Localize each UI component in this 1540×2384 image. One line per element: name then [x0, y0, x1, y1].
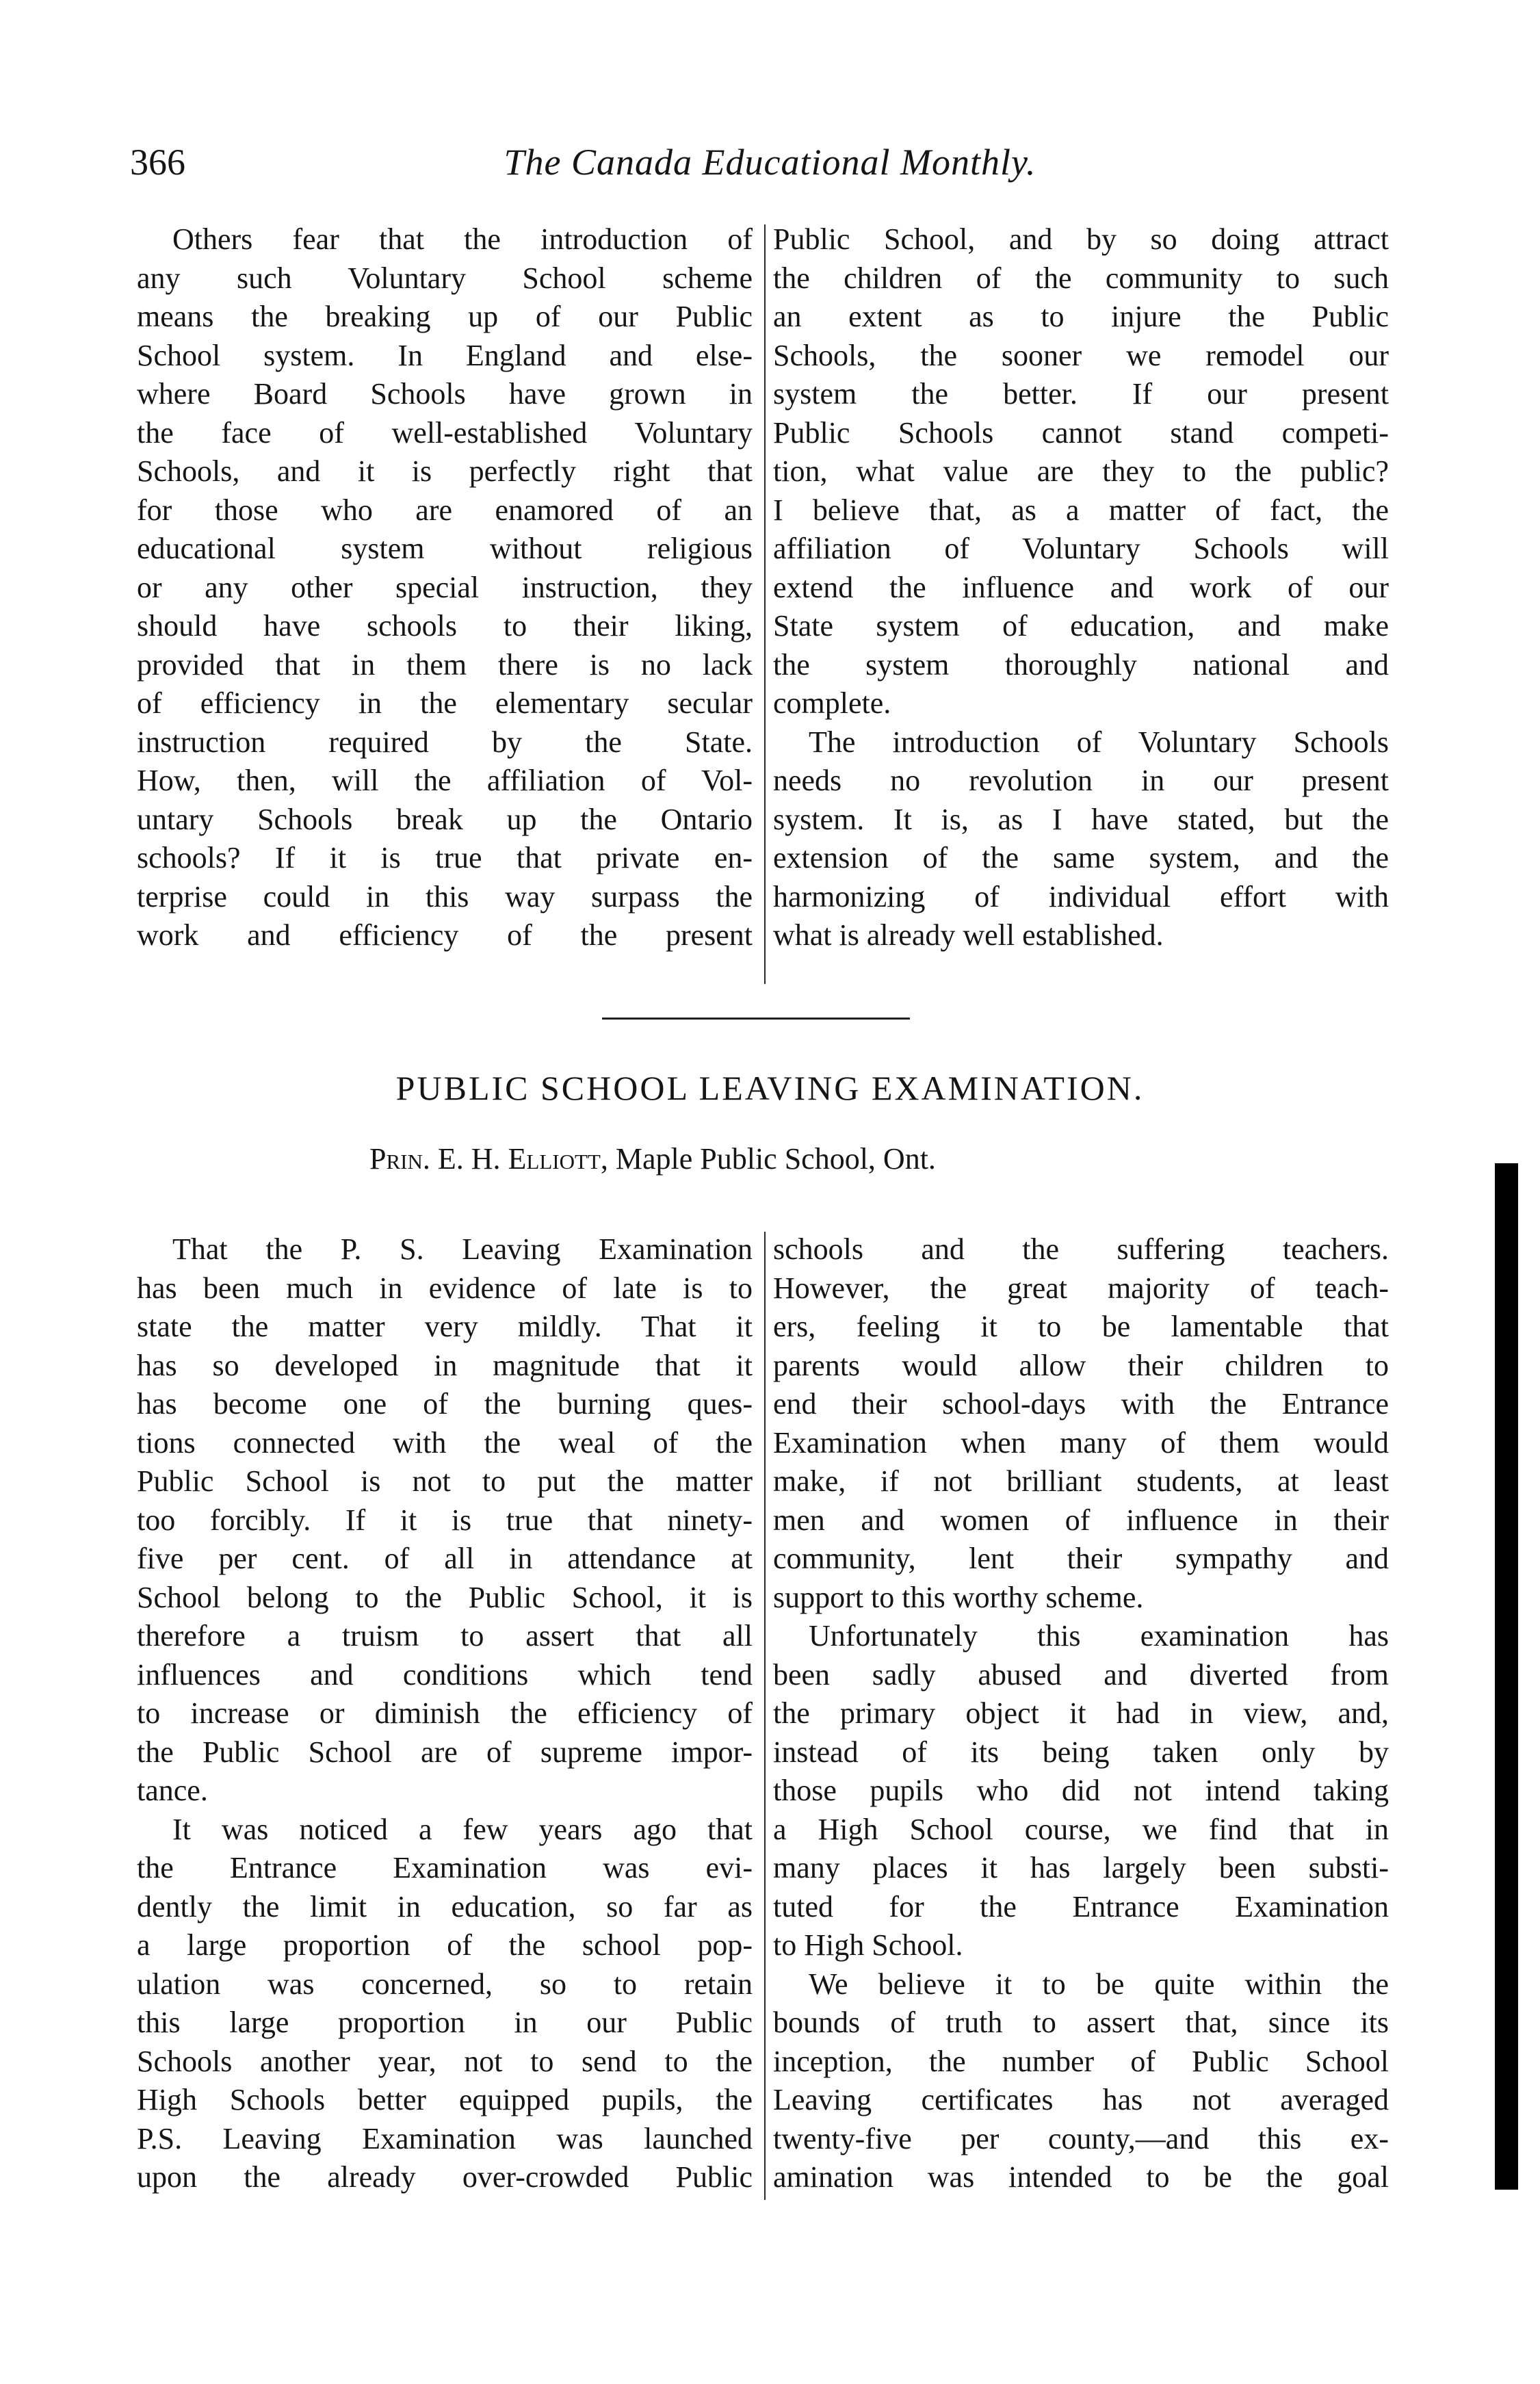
text-line: How, then, will the affiliation of Vol- [137, 764, 753, 797]
text-line: the system thoroughly national and [773, 647, 1389, 682]
text-line: this large proportion in our Public [137, 2006, 753, 2039]
text-line: tuted for the Entrance Examination [773, 1889, 1389, 1923]
text-line: untary Schools break up the Ontario [137, 802, 753, 836]
text-line: educational system without religious [137, 532, 753, 565]
text-line: needs no revolution in our present [773, 764, 1389, 797]
running-title: The Canada Educational Monthly. [504, 142, 1036, 183]
text-line: dently the limit in education, so far as [137, 1889, 753, 1923]
text-line: the primary object it had in view, and, [773, 1696, 1389, 1730]
text-line: men and women of influence in their [773, 1503, 1389, 1537]
text-line: too forcibly. If it is true that ninety- [137, 1503, 753, 1537]
text-line: bounds of truth to assert that, since its [773, 2006, 1389, 2039]
text-line: instead of its being taken only by [773, 1735, 1389, 1769]
section-rule [602, 1018, 910, 1020]
text-line: schools? If it is true that private en- [137, 841, 753, 874]
text-line: therefore a truism to assert that all [137, 1619, 753, 1653]
byline [369, 1144, 936, 1174]
text-line: Unfortunately this examination has [809, 1619, 1389, 1653]
text-line: the face of well-established Voluntary [137, 415, 753, 450]
text-line: the Public School are of supreme impor- [137, 1735, 753, 1769]
text-line: Public School, and by so doing attract [773, 222, 1389, 256]
text-line: We believe it to be quite within the [809, 1967, 1389, 2001]
text-line: harmonizing of individual effort with [773, 879, 1389, 914]
text-line: influences and conditions which tend [137, 1657, 753, 1692]
text-line: Public Schools cannot stand competi- [773, 415, 1389, 450]
text-line: upon the already over-crowded Public [137, 2160, 753, 2194]
text-line: extend the influence and work of our [773, 570, 1389, 604]
text-line: State system of education, and make [773, 609, 1389, 643]
text-line: However, the great majority of teach- [773, 1271, 1389, 1305]
continued-article-left-column [137, 220, 753, 955]
article-title: PUBLIC SCHOOL LEAVING EXAMINATION. [395, 1069, 1145, 1107]
article-right-column [773, 1230, 1389, 2197]
text-line: I believe that, as a matter of fact, the [773, 493, 1389, 527]
text-line: Public School is not to put the matter [137, 1464, 753, 1498]
scan-edge-shadow [1495, 1163, 1518, 2190]
text-line: Schools, and it is perfectly right that [137, 454, 753, 488]
text-line: any such Voluntary School scheme [137, 261, 753, 295]
text-line: a large proportion of the school pop- [137, 1928, 753, 1962]
article-left-column [137, 1230, 753, 2197]
text-line: terprise could in this way surpass the [137, 879, 753, 914]
text-line: make, if not brilliant students, at least [773, 1464, 1389, 1498]
text-line: five per cent. of all in attendance at [137, 1542, 753, 1575]
text-line: work and efficiency of the present [137, 918, 753, 952]
text-line: ers, feeling it to be lamentable that [773, 1310, 1389, 1343]
text-line: or any other special instruction, they [137, 570, 753, 604]
text-line: what is already well established. [773, 918, 1164, 952]
author-affiliation: Maple Public School, Ont. [615, 1142, 936, 1176]
text-line: amination was intended to be the goal [773, 2160, 1389, 2194]
text-line: been sadly abused and diverted from [773, 1657, 1389, 1692]
continued-article-right-column [773, 220, 1389, 955]
text-line: system. It is, as I have stated, but the [773, 802, 1389, 836]
text-line: system the better. If our present [773, 377, 1389, 411]
text-line: to increase or diminish the efficiency of [137, 1696, 753, 1730]
text-line: the children of the community to such [773, 261, 1389, 295]
text-line: state the matter very mildly. That it [137, 1310, 753, 1343]
text-line: twenty-five per county,—and this ex- [773, 2121, 1389, 2155]
text-line: affiliation of Voluntary Schools will [773, 532, 1389, 565]
text-line: extension of the same system, and the [773, 841, 1389, 874]
text-line: High Schools better equipped pupils, the [137, 2083, 753, 2116]
text-line: The introduction of Voluntary Schools [809, 725, 1389, 759]
text-line: should have schools to their liking, [137, 609, 753, 643]
text-line: has been much in evidence of late is to [137, 1271, 753, 1305]
text-line: parents would allow their children to [773, 1348, 1389, 1382]
text-line: many places it has largely been substi- [773, 1851, 1389, 1884]
text-line: It was noticed a few years ago that [172, 1812, 753, 1846]
text-line: has so developed in magnitude that it [137, 1348, 753, 1382]
text-line: inception, the number of Public School [773, 2044, 1389, 2078]
text-line: P.S. Leaving Examination was launched [137, 2121, 753, 2155]
text-line: That the P. S. Leaving Examination [172, 1232, 753, 1266]
text-line: to High School. [773, 1928, 963, 1962]
text-line: those pupils who did not intend taking [773, 1774, 1389, 1807]
text-line: Others fear that the introduction of [172, 222, 753, 256]
text-line: where Board Schools have grown in [137, 377, 753, 411]
text-line: an extent as to injure the Public [773, 300, 1389, 333]
text-line: ulation was concerned, so to retain [137, 1967, 753, 2001]
text-line: Schools, the sooner we remodel our [773, 338, 1389, 372]
text-line: for those who are enamored of an [137, 493, 753, 527]
text-line: tance. [137, 1774, 208, 1807]
column-divider [764, 1232, 766, 2200]
text-line: means the breaking up of our Public [137, 300, 753, 333]
text-line: tions connected with the weal of the [137, 1425, 753, 1460]
text-line: end their school-days with the Entrance [773, 1387, 1389, 1421]
text-line: has become one of the burning ques- [137, 1387, 753, 1421]
text-line: schools and the suffering teachers. [773, 1232, 1389, 1266]
text-line: School belong to the Public School, it is [137, 1580, 753, 1614]
text-line: tion, what value are they to the public? [773, 454, 1389, 488]
text-line: of efficiency in the elementary secular [137, 686, 753, 720]
text-line: instruction required by the State. [137, 725, 753, 759]
text-line: complete. [773, 686, 891, 720]
author-name: Prin. E. H. Elliott, [369, 1142, 608, 1176]
text-line: Leaving certificates has not averaged [773, 2083, 1389, 2116]
text-line: community, lent their sympathy and [773, 1542, 1389, 1575]
text-line: School system. In England and else- [137, 338, 753, 372]
column-divider [764, 224, 766, 984]
text-line: a High School course, we find that in [773, 1812, 1389, 1846]
page-number: 366 [130, 142, 185, 183]
text-line: Examination when many of them would [773, 1425, 1389, 1460]
text-line: Schools another year, not to send to the [137, 2044, 753, 2078]
text-line: the Entrance Examination was evi- [137, 1851, 753, 1884]
text-line: provided that in them there is no lack [137, 647, 753, 682]
text-line: support to this worthy scheme. [773, 1580, 1144, 1614]
